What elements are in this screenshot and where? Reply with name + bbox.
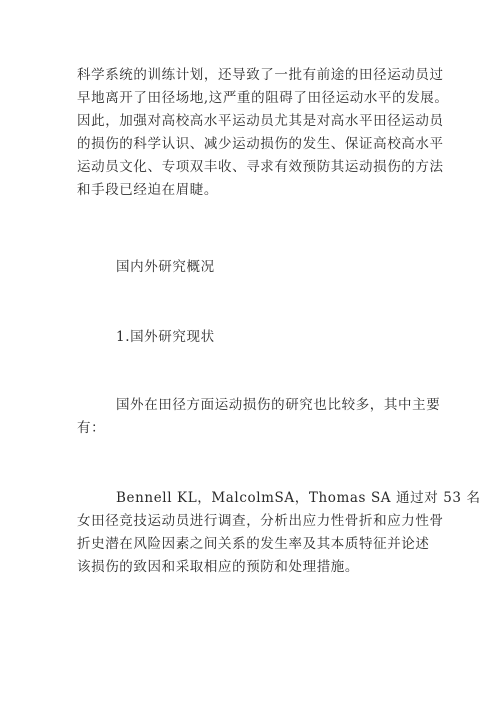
text-line: 国外在田径方面运动损伤的研究也比较多，其中主要 [116, 397, 441, 413]
text-line: 早地离开了田径场地,这严重的阻碍了田径运动水平的发展。 [77, 90, 449, 106]
text-line: 有： [77, 420, 106, 436]
text-line: Bennell KL，MalcolmSA，Thomas SA 通过对 53 名 [116, 490, 481, 506]
text-line: 的损伤的科学认识、减少运动损伤的发生、保证高校高水平 [77, 136, 444, 152]
intro-paragraph [77, 64, 449, 202]
foreign-intro-paragraph [77, 394, 441, 440]
text-line: 因此，加强对高校高水平运动员尤其是对高水平田径运动员 [77, 113, 444, 129]
bennell-paragraph [77, 487, 481, 579]
subsection-heading: 1.国外研究现状 [116, 329, 215, 345]
section-heading: 国内外研究概况 [116, 259, 215, 275]
text-line: 该损伤的致因和采取相应的预防和处理措施。 [77, 559, 359, 575]
text-line: 科学系统的训练计划，还导致了一批有前途的田径运动员过 [77, 67, 444, 83]
text-line: 折史潜在风险因素之间关系的发生率及其本质特征并论述 [77, 536, 430, 552]
text-line: 女田径竞技运动员进行调查，分析出应力性骨折和应力性骨 [77, 513, 444, 529]
text-line: 运动员文化、专项双丰收、寻求有效预防其运动损伤的方法 [77, 159, 444, 175]
text-line: 和手段已经迫在眉睫。 [77, 182, 218, 198]
